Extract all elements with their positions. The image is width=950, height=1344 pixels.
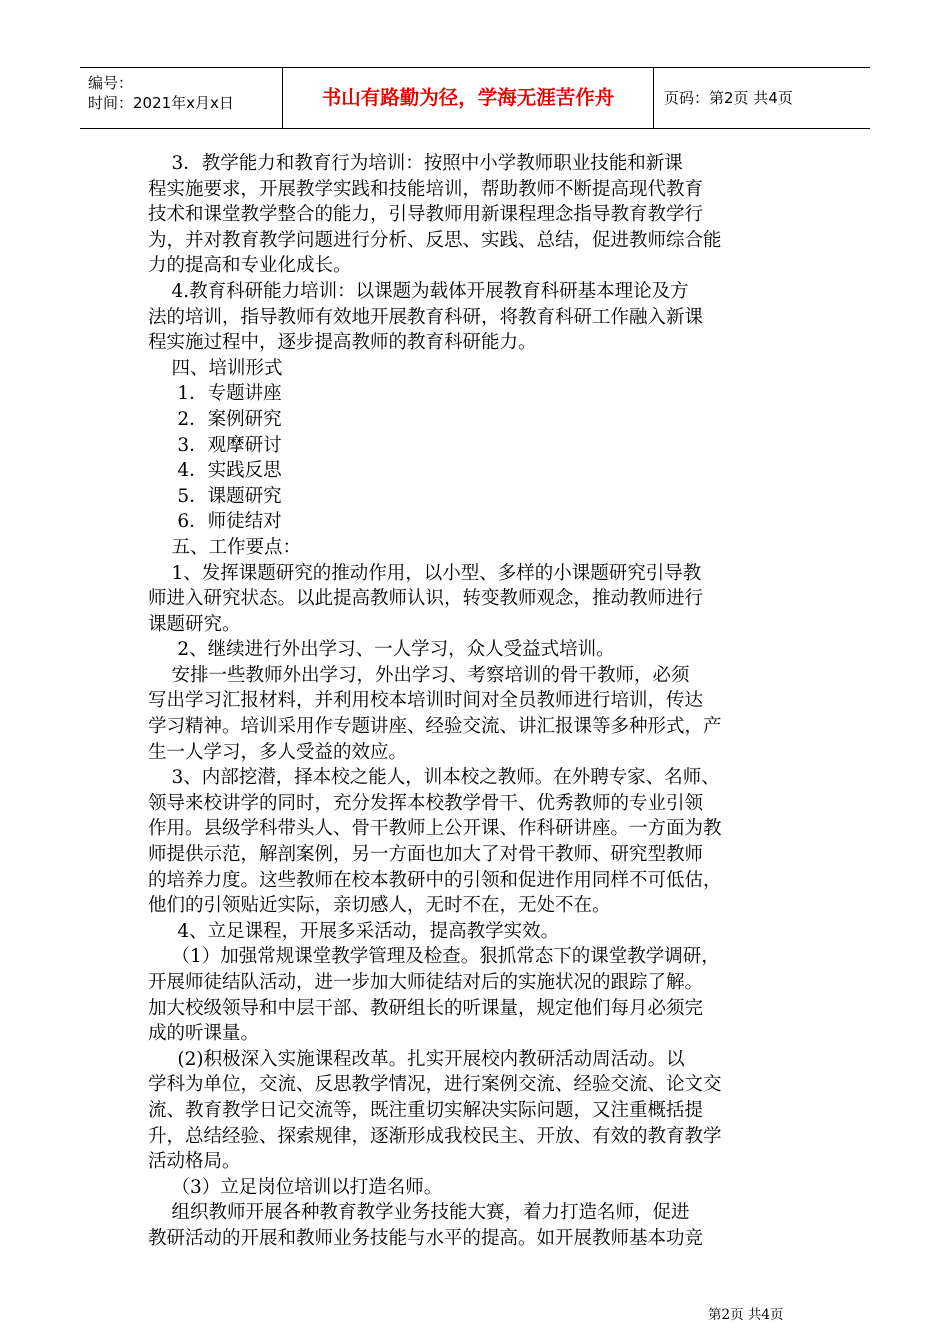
text-line: 1、发挥课题研究的推动作用，以小型、多样的小课题研究引导教: [148, 562, 702, 584]
text-line: 组织教师开展各种教育教学业务技能大赛，着力打造名师，促进: [148, 1202, 690, 1224]
text-line: 2、继续进行外出学习、一人学习，众人受益式培训。: [148, 639, 615, 661]
text-line: 课题研究。: [148, 613, 241, 635]
text-line: 师进入研究状态。以此提高教师认识，转变教师观念，推动教师进行: [148, 588, 704, 610]
text-line: 4、立足课程，开展多采活动，提高教学实效。: [148, 920, 560, 942]
text-line: （1）加强常规课堂教学管理及检查。狠抓常态下的课堂教学调研，: [148, 946, 720, 968]
text-line: 加大校级领导和中层干部、教研组长的听课量，规定他们每月必须完: [148, 997, 704, 1019]
text-line: 程实施过程中，逐步提高教师的教育科研能力。: [148, 332, 537, 354]
text-line: 3．教学能力和教育行为培训：按照中小学教师职业技能和新课: [148, 153, 683, 174]
page-footer: 第2页 共4页: [708, 1307, 784, 1323]
text-line: 2．案例研究: [148, 408, 282, 430]
text-line: 教研活动的开展和教师业务技能与水平的提高。如开展教师基本功竞: [148, 1227, 704, 1249]
page-header: [80, 67, 870, 129]
text-line: 学科为单位，交流、反思教学情况，进行案例交流、经验交流、论文交: [148, 1074, 722, 1096]
text-line: 活动格局。: [148, 1151, 241, 1173]
text-line: 生一人学习，多人受益的效应。: [148, 741, 408, 763]
text-line: 6．师徒结对: [148, 511, 282, 533]
text-line: 开展师徒结队活动，进一步加大师徒结对后的实施状况的跟踪了解。: [148, 972, 704, 993]
text-line: 4．实践反思: [148, 460, 282, 482]
text-line: 法的培训，指导教师有效地开展教育科研，将教育科研工作融入新课: [148, 306, 704, 328]
text-line: 4.教育科研能力培训：以课题为载体开展教育科研基本理论及方: [148, 280, 689, 302]
header-motto: 书山有路勤为径，学海无涯苦作舟: [283, 68, 654, 128]
text-line: (2)积极深入实施课程改革。扎实开展校内教研活动周活动。以: [148, 1048, 685, 1070]
text-line: 5．课题研究: [148, 485, 282, 507]
document-body: [148, 151, 816, 1252]
text-line: 学习精神。培训采用作专题讲座、经验交流、讲汇报课等多种形式，产: [148, 716, 722, 738]
text-line: 成的听课量。: [148, 1023, 260, 1045]
text-line: 为，并对教育教学问题进行分析、反思、实践、总结，促进教师综合能: [148, 229, 722, 251]
text-line: 写出学习汇报材料，并利用校本培训时间对全员教师进行培训，传达: [148, 690, 704, 712]
doc-number-label: 编号：: [88, 74, 134, 92]
text-line: 流、教育教学日记交流等，既注重切实解决实际问题，又注重概括提: [148, 1099, 704, 1121]
text-line: 他们的引领贴近实际，亲切感人，无时不在，无处不在。: [148, 895, 611, 917]
text-line: （3）立足岗位培训以打造名师。: [148, 1176, 443, 1198]
text-line: 五、工作要点：: [148, 536, 302, 558]
header-page-info: 页码：第2页 共4页: [664, 89, 793, 107]
text-line: 安排一些教师外出学习，外出学习、考察培训的骨干教师，必须: [148, 664, 690, 686]
text-line: 领导来校讲学的同时，充分发挥本校教学骨干、优秀教师的专业引领: [148, 792, 704, 814]
text-line: 四、培训形式: [148, 357, 283, 379]
text-line: 师提供示范，解剖案例，另一方面也加大了对骨干教师、研究型教师: [148, 844, 704, 866]
text-line: 3、内部挖潜，择本校之能人，训本校之教师。在外聘专家、名师、: [148, 767, 720, 789]
text-line: 力的提高和专业化成长。: [148, 255, 352, 277]
text-line: 作用。县级学科带头人、骨干教师上公开课、作科研讲座。一方面为教: [148, 818, 722, 840]
text-line: 1．专题讲座: [148, 383, 282, 405]
text-line: 程实施要求，开展教学实践和技能培训，帮助教师不断提高现代教育: [148, 178, 704, 200]
doc-date: 时间：2021年x月x日: [88, 94, 234, 112]
header-meta: [80, 68, 283, 128]
text-line: 升，总结经验、探索规律，逐渐形成我校民主、开放、有效的教育教学: [148, 1125, 722, 1147]
text-line: 技术和课堂教学整合的能力，引导教师用新课程理念指导教育教学行: [148, 204, 704, 226]
text-line: 3．观摩研讨: [148, 434, 282, 456]
text-line: 的培养力度。这些教师在校本教研中的引领和促进作用同样不可低估，: [148, 869, 722, 891]
